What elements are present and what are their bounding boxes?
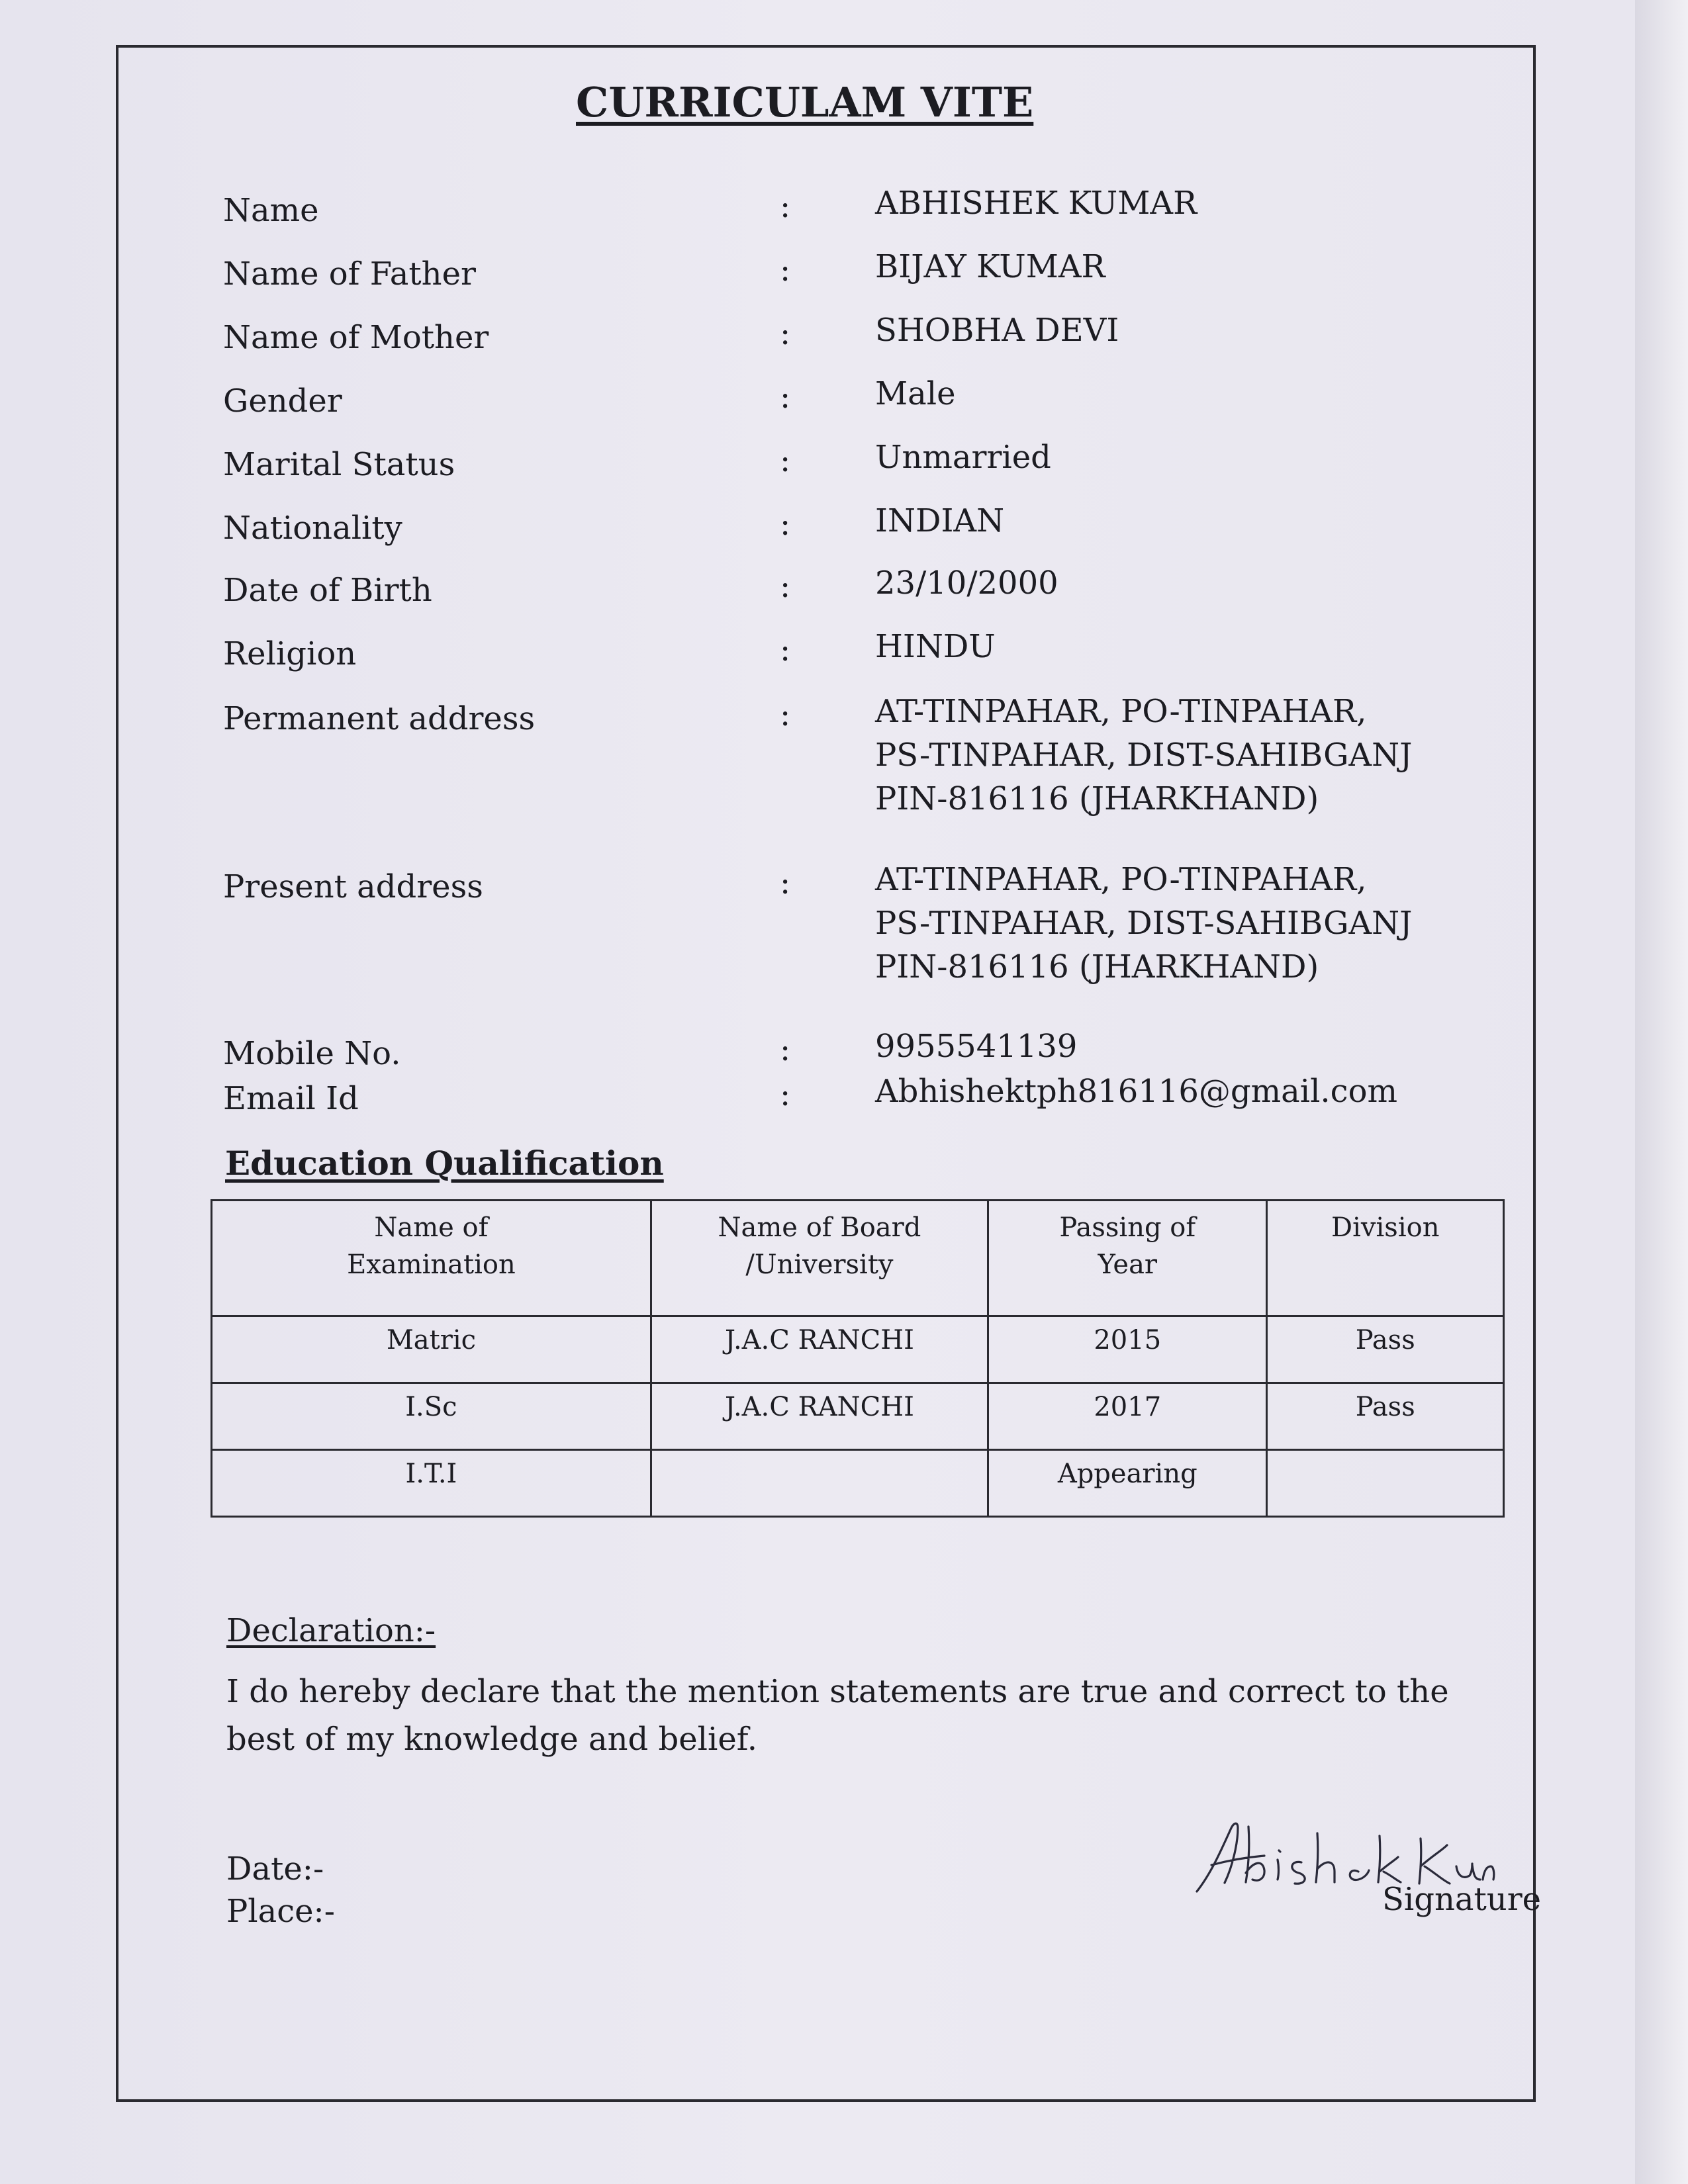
field-value-line: AT-TINPAHAR, PO-TINPAHAR,: [875, 693, 1367, 730]
field-separator: :: [780, 442, 791, 479]
cell-year: 2017: [988, 1383, 1267, 1450]
field-label: Mobile No.: [223, 1035, 401, 1072]
cell-examination: I.Sc: [212, 1383, 651, 1450]
field-label: Present address: [223, 868, 483, 905]
cell-board: J.A.C RANCHI: [651, 1316, 988, 1383]
field-separator: :: [780, 315, 791, 352]
field-separator: :: [780, 696, 791, 733]
cell-board: J.A.C RANCHI: [651, 1383, 988, 1450]
education-table: [211, 1199, 1505, 1518]
table-row: [212, 1450, 1504, 1517]
field-value-line: AT-TINPAHAR, PO-TINPAHAR,: [875, 861, 1367, 898]
field-label: Religion: [223, 635, 357, 672]
field-value: [875, 1024, 1077, 1068]
field-label: Name of Mother: [223, 319, 489, 356]
table-row: [212, 1316, 1504, 1383]
field-value-line: INDIAN: [875, 502, 1005, 539]
field-value: [875, 690, 1412, 821]
declaration-heading: Declaration:-: [226, 1612, 436, 1649]
signature-label: Signature: [1382, 1881, 1542, 1918]
cell-examination: Matric: [212, 1316, 651, 1383]
field-label: Date of Birth: [223, 572, 432, 609]
field-label: Name of Father: [223, 255, 476, 293]
field-label: Name: [223, 192, 319, 229]
cell-examination: I.T.I: [212, 1450, 651, 1517]
cell-year: 2015: [988, 1316, 1267, 1383]
field-value-line: SHOBHA DEVI: [875, 312, 1119, 349]
field-value-line: PS-TINPAHAR, DIST-SAHIBGANJ: [875, 737, 1413, 774]
field-separator: :: [780, 188, 791, 225]
field-value-line: 23/10/2000: [875, 565, 1058, 602]
header-board: Name of Board /University: [651, 1201, 988, 1316]
field-label: Email Id: [223, 1080, 359, 1117]
header-division: Division: [1267, 1201, 1504, 1316]
field-separator: :: [780, 251, 791, 289]
field-separator: :: [780, 379, 791, 416]
field-value: [875, 372, 956, 416]
date-label: Date:-: [226, 1850, 324, 1888]
header-year: Passing of Year: [988, 1201, 1267, 1316]
field-value-line: 9955541139: [875, 1028, 1078, 1065]
place-label: Place:-: [226, 1893, 335, 1930]
field-value: [875, 858, 1412, 989]
field-label: Permanent address: [223, 700, 536, 737]
field-value: [875, 561, 1058, 605]
paper-edge: [1635, 0, 1688, 2184]
cell-division: Pass: [1267, 1316, 1504, 1383]
field-value: [875, 245, 1105, 289]
cell-division: Pass: [1267, 1383, 1504, 1450]
field-label: Nationality: [223, 510, 402, 547]
cell-board: [651, 1450, 988, 1517]
field-value: [875, 435, 1051, 479]
document-title: CURRICULAM VITE: [576, 78, 1034, 126]
field-value: [875, 499, 1004, 543]
field-value-line: PIN-816116 (JHARKHAND): [875, 948, 1319, 985]
field-separator: :: [780, 864, 791, 901]
field-value-line: BIJAY KUMAR: [875, 248, 1105, 285]
field-separator: :: [780, 506, 791, 543]
field-value: [875, 625, 996, 668]
header-examination: Name of Examination: [212, 1201, 651, 1316]
field-value-line: PS-TINPAHAR, DIST-SAHIBGANJ: [875, 905, 1413, 942]
field-label: Marital Status: [223, 446, 455, 483]
field-value: [875, 181, 1197, 225]
education-heading: Education Qualification: [225, 1144, 664, 1183]
field-label: Gender: [223, 383, 342, 420]
field-value-line: HINDU: [875, 628, 996, 665]
field-separator: :: [780, 631, 791, 668]
field-value: [875, 308, 1119, 352]
cell-division: [1267, 1450, 1504, 1517]
table-row: [212, 1383, 1504, 1450]
field-value-line: Unmarried: [875, 439, 1051, 476]
field-value-line: Male: [875, 375, 956, 412]
field-value-line: ABHISHEK KUMAR: [875, 185, 1197, 222]
field-value: [875, 1069, 1397, 1113]
education-table-header-row: [212, 1201, 1504, 1316]
field-separator: :: [780, 1076, 791, 1113]
field-value-line: PIN-816116 (JHARKHAND): [875, 780, 1319, 817]
field-separator: :: [780, 1031, 791, 1068]
cell-year: Appearing: [988, 1450, 1267, 1517]
field-value-line: Abhishektph816116@gmail.com: [875, 1073, 1397, 1110]
declaration-text: I do hereby declare that the mention statements are true and correct to the best of my knowledge and belief.: [226, 1673, 1449, 1758]
field-separator: :: [780, 568, 791, 605]
